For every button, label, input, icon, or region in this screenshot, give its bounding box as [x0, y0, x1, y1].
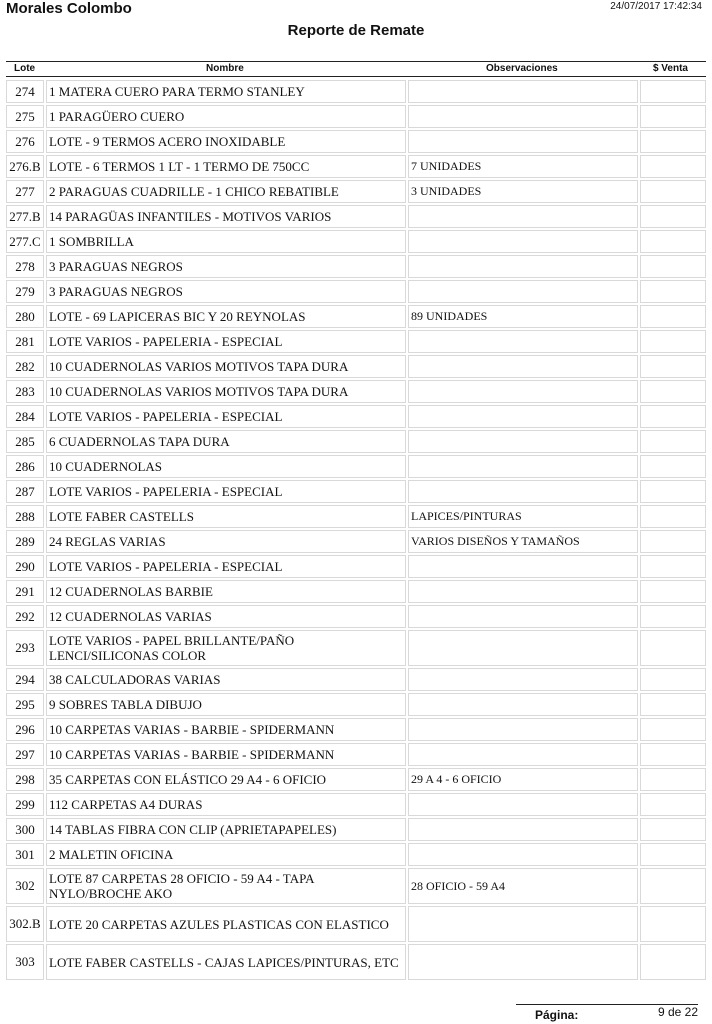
table-row — [6, 666, 706, 691]
table-row — [6, 904, 706, 942]
table-row — [6, 816, 706, 841]
cell-lote: 286 — [6, 455, 44, 478]
cell-observaciones — [408, 330, 638, 353]
table-row — [6, 253, 706, 278]
cell-observaciones — [408, 230, 638, 253]
table-header — [6, 61, 706, 77]
cell-venta — [640, 818, 706, 841]
cell-observaciones — [408, 668, 638, 691]
cell-nombre: LOTE VARIOS - PAPELERIA - ESPECIAL — [46, 330, 406, 353]
cell-nombre: 10 CARPETAS VARIAS - BARBIE - SPIDERMANN — [46, 743, 406, 766]
cell-lote: 292 — [6, 605, 44, 628]
table-row — [6, 303, 706, 328]
cell-venta — [640, 405, 706, 428]
cell-venta — [640, 205, 706, 228]
cell-observaciones — [408, 380, 638, 403]
cell-venta — [640, 530, 706, 553]
cell-venta — [640, 230, 706, 253]
cell-observaciones — [408, 743, 638, 766]
column-header-venta: $ Venta — [652, 63, 688, 74]
cell-observaciones — [408, 793, 638, 816]
cell-nombre: LOTE VARIOS - PAPELERIA - ESPECIAL — [46, 480, 406, 503]
table-row — [6, 203, 706, 228]
cell-nombre: 14 PARAGÜAS INFANTILES - MOTIVOS VARIOS — [46, 205, 406, 228]
cell-observaciones — [408, 455, 638, 478]
cell-venta — [640, 743, 706, 766]
cell-observaciones: 29 A 4 - 6 OFICIO — [408, 768, 638, 791]
table-row — [6, 942, 706, 980]
cell-nombre: LOTE - 6 TERMOS 1 LT - 1 TERMO DE 750CC — [46, 155, 406, 178]
cell-venta — [640, 80, 706, 103]
table-row — [6, 741, 706, 766]
cell-nombre: LOTE 87 CARPETAS 28 OFICIO - 59 A4 - TAPA NYLO/BROCHE AKO — [46, 868, 406, 904]
cell-lote: 277.C — [6, 230, 44, 253]
report-datetime: 24/07/2017 17:42:34 — [610, 1, 702, 12]
cell-lote: 274 — [6, 80, 44, 103]
cell-venta — [640, 255, 706, 278]
cell-venta — [640, 843, 706, 866]
cell-nombre: 10 CUADERNOLAS VARIOS MOTIVOS TAPA DURA — [46, 355, 406, 378]
cell-nombre: LOTE VARIOS - PAPELERIA - ESPECIAL — [46, 555, 406, 578]
cell-nombre: 1 SOMBRILLA — [46, 230, 406, 253]
cell-observaciones — [408, 80, 638, 103]
cell-lote: 299 — [6, 793, 44, 816]
cell-lote: 296 — [6, 718, 44, 741]
cell-lote: 277 — [6, 180, 44, 203]
cell-nombre: 3 PARAGUAS NEGROS — [46, 280, 406, 303]
cell-venta — [640, 944, 706, 980]
cell-nombre: 38 CALCULADORAS VARIAS — [46, 668, 406, 691]
cell-lote: 295 — [6, 693, 44, 716]
cell-lote: 294 — [6, 668, 44, 691]
table-row — [6, 578, 706, 603]
cell-lote: 279 — [6, 280, 44, 303]
cell-nombre: LOTE FABER CASTELLS — [46, 505, 406, 528]
cell-nombre: LOTE 20 CARPETAS AZULES PLASTICAS CON ELASTICO — [46, 906, 406, 942]
table-row — [6, 791, 706, 816]
cell-lote: 275 — [6, 105, 44, 128]
cell-lote: 297 — [6, 743, 44, 766]
cell-venta — [640, 630, 706, 666]
cell-nombre: 3 PARAGUAS NEGROS — [46, 255, 406, 278]
cell-observaciones — [408, 630, 638, 666]
table-row — [6, 78, 706, 103]
cell-observaciones: 7 UNIDADES — [408, 155, 638, 178]
table-row — [6, 103, 706, 128]
page-number: 9 de 22 — [657, 1005, 698, 1019]
cell-nombre: LOTE - 9 TERMOS ACERO INOXIDABLE — [46, 130, 406, 153]
cell-nombre: 2 PARAGUAS CUADRILLE - 1 CHICO REBATIBLE — [46, 180, 406, 203]
cell-observaciones — [408, 843, 638, 866]
table-body — [6, 78, 706, 980]
cell-observaciones: 89 UNIDADES — [408, 305, 638, 328]
cell-venta — [640, 480, 706, 503]
cell-observaciones — [408, 130, 638, 153]
cell-venta — [640, 505, 706, 528]
table-row — [6, 428, 706, 453]
table-row — [6, 228, 706, 253]
cell-lote: 287 — [6, 480, 44, 503]
cell-observaciones — [408, 480, 638, 503]
cell-venta — [640, 180, 706, 203]
cell-nombre: LOTE VARIOS - PAPELERIA - ESPECIAL — [46, 405, 406, 428]
cell-lote: 278 — [6, 255, 44, 278]
cell-observaciones: LAPICES/PINTURAS — [408, 505, 638, 528]
column-header-lote: Lote — [14, 63, 36, 74]
cell-observaciones — [408, 555, 638, 578]
cell-observaciones: 3 UNIDADES — [408, 180, 638, 203]
cell-venta — [640, 793, 706, 816]
cell-lote: 301 — [6, 843, 44, 866]
table-row — [6, 716, 706, 741]
cell-nombre: 9 SOBRES TABLA DIBUJO — [46, 693, 406, 716]
table-row — [6, 628, 706, 666]
cell-lote: 290 — [6, 555, 44, 578]
cell-observaciones — [408, 280, 638, 303]
column-header-nombre: Nombre — [206, 63, 244, 74]
cell-lote: 276 — [6, 130, 44, 153]
cell-observaciones: VARIOS DISEÑOS Y TAMAÑOS — [408, 530, 638, 553]
company-name: Morales Colombo — [6, 0, 132, 17]
cell-venta — [640, 668, 706, 691]
cell-lote: 281 — [6, 330, 44, 353]
table-row — [6, 453, 706, 478]
cell-observaciones — [408, 105, 638, 128]
cell-venta — [640, 430, 706, 453]
table-row — [6, 866, 706, 904]
table-row — [6, 691, 706, 716]
cell-lote: 282 — [6, 355, 44, 378]
cell-nombre: 112 CARPETAS A4 DURAS — [46, 793, 406, 816]
cell-lote: 300 — [6, 818, 44, 841]
cell-observaciones — [408, 355, 638, 378]
cell-nombre: 14 TABLAS FIBRA CON CLIP (APRIETAPAPELES) — [46, 818, 406, 841]
cell-venta — [640, 355, 706, 378]
cell-lote: 291 — [6, 580, 44, 603]
table-row — [6, 403, 706, 428]
column-header-observaciones: Observaciones — [486, 63, 558, 74]
cell-venta — [640, 718, 706, 741]
cell-lote: 293 — [6, 630, 44, 666]
cell-venta — [640, 906, 706, 942]
cell-lote: 284 — [6, 405, 44, 428]
cell-observaciones: 28 OFICIO - 59 A4 — [408, 868, 638, 904]
table-row — [6, 766, 706, 791]
table-row — [6, 278, 706, 303]
table-row — [6, 328, 706, 353]
table-row — [6, 553, 706, 578]
cell-lote: 298 — [6, 768, 44, 791]
cell-nombre: 12 CUADERNOLAS BARBIE — [46, 580, 406, 603]
cell-venta — [640, 693, 706, 716]
cell-lote: 285 — [6, 430, 44, 453]
cell-venta — [640, 380, 706, 403]
cell-lote: 283 — [6, 380, 44, 403]
cell-nombre: LOTE - 69 LAPICERAS BIC Y 20 REYNOLAS — [46, 305, 406, 328]
cell-venta — [640, 605, 706, 628]
cell-venta — [640, 455, 706, 478]
cell-venta — [640, 155, 706, 178]
cell-observaciones — [408, 944, 638, 980]
cell-nombre: LOTE VARIOS - PAPEL BRILLANTE/PAÑO LENCI/SILICONAS COLOR — [46, 630, 406, 666]
cell-venta — [640, 555, 706, 578]
table-row — [6, 128, 706, 153]
cell-venta — [640, 130, 706, 153]
cell-nombre: 10 CUADERNOLAS — [46, 455, 406, 478]
cell-nombre: LOTE FABER CASTELLS - CAJAS LAPICES/PINTURAS, ETC — [46, 944, 406, 980]
cell-observaciones — [408, 255, 638, 278]
cell-lote: 277.B — [6, 205, 44, 228]
cell-nombre: 1 MATERA CUERO PARA TERMO STANLEY — [46, 80, 406, 103]
table-row — [6, 378, 706, 403]
cell-observaciones — [408, 430, 638, 453]
cell-lote: 302.B — [6, 906, 44, 942]
cell-lote: 289 — [6, 530, 44, 553]
cell-observaciones — [408, 580, 638, 603]
cell-observaciones — [408, 605, 638, 628]
table-row — [6, 478, 706, 503]
page-label: Página: — [535, 1008, 579, 1022]
cell-venta — [640, 768, 706, 791]
cell-observaciones — [408, 906, 638, 942]
cell-nombre: 24 REGLAS VARIAS — [46, 530, 406, 553]
cell-nombre: 35 CARPETAS CON ELÁSTICO 29 A4 - 6 OFICIO — [46, 768, 406, 791]
cell-observaciones — [408, 718, 638, 741]
cell-observaciones — [408, 405, 638, 428]
table-row — [6, 353, 706, 378]
table-row — [6, 503, 706, 528]
cell-lote: 276.B — [6, 155, 44, 178]
cell-nombre: 10 CUADERNOLAS VARIOS MOTIVOS TAPA DURA — [46, 380, 406, 403]
table-row — [6, 528, 706, 553]
table-row — [6, 603, 706, 628]
cell-venta — [640, 330, 706, 353]
cell-venta — [640, 868, 706, 904]
cell-nombre: 10 CARPETAS VARIAS - BARBIE - SPIDERMANN — [46, 718, 406, 741]
cell-lote: 280 — [6, 305, 44, 328]
cell-observaciones — [408, 205, 638, 228]
cell-lote: 288 — [6, 505, 44, 528]
cell-venta — [640, 280, 706, 303]
cell-venta — [640, 105, 706, 128]
cell-venta — [640, 305, 706, 328]
table-row — [6, 178, 706, 203]
table-row — [6, 841, 706, 866]
table-row — [6, 153, 706, 178]
cell-nombre: 1 PARAGÜERO CUERO — [46, 105, 406, 128]
cell-observaciones — [408, 693, 638, 716]
cell-nombre: 2 MALETIN OFICINA — [46, 843, 406, 866]
cell-venta — [640, 580, 706, 603]
report-title: Reporte de Remate — [287, 22, 425, 39]
cell-lote: 302 — [6, 868, 44, 904]
cell-nombre: 12 CUADERNOLAS VARIAS — [46, 605, 406, 628]
cell-observaciones — [408, 818, 638, 841]
cell-lote: 303 — [6, 944, 44, 980]
cell-nombre: 6 CUADERNOLAS TAPA DURA — [46, 430, 406, 453]
